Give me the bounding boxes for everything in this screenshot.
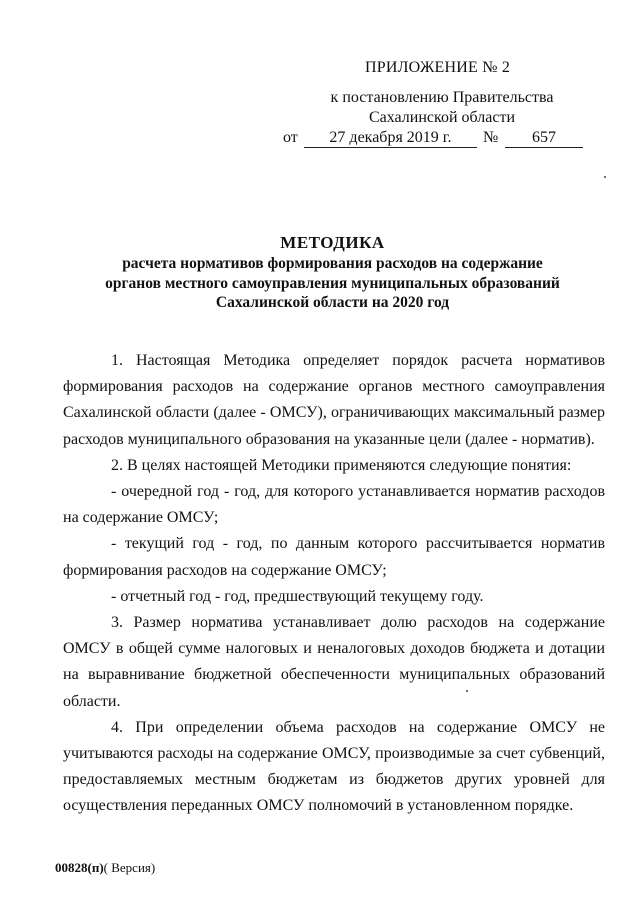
paragraph: - отчетный год - год, предшествующий текущему году. <box>111 587 484 605</box>
paragraph: 2. В целях настоящей Методики применяются следующие понятия: <box>111 456 572 474</box>
from-label: от <box>283 129 298 146</box>
heading-subtitle-line: Сахалинской области на 2020 год <box>215 294 450 311</box>
document-code: 00828(п) <box>55 860 104 875</box>
appendix-line-2: Сахалинской области <box>368 109 516 126</box>
resolution-date: 27 декабря 2019 г. <box>304 128 477 148</box>
appendix-reference-row <box>283 128 600 150</box>
number-label: № <box>483 129 499 146</box>
paragraph: - текущий год - год, по данным которого рассчитывается норматив формирования расходов на содержание ОМСУ; <box>63 535 605 579</box>
appendix-block <box>283 58 600 150</box>
scan-speck <box>604 176 606 178</box>
paragraph: 1. Настоящая Методика определяет порядок расчета нормативов формирования расходов на содержание органов местного самоуправления Сахалинской области (далее - ОМСУ), ограничивающих максимальный размер расходов муниципального образования на указанные цели (далее - норматив). <box>63 352 605 448</box>
document-body <box>63 348 605 820</box>
document-heading <box>60 232 605 313</box>
paragraph: 4. При определении объема расходов на содержание ОМСУ не учитываются расходы на содержание ОМСУ, производимые за счет субвенций, предоставляемых местным бюджетам из бюджетов других уровней для осуществления переданных ОМСУ полномочий в установленном порядке. <box>63 718 605 815</box>
heading-subtitle-line: расчета нормативов формирования расходов на содержание <box>122 255 543 272</box>
heading-title: МЕТОДИКА <box>280 233 385 252</box>
heading-subtitle-line: органов местного самоуправления муниципальных образований <box>105 274 560 292</box>
page-footer <box>55 860 155 876</box>
scan-speck <box>466 690 468 692</box>
appendix-title: ПРИЛОЖЕНИЕ № 2 <box>365 59 511 76</box>
appendix-line-1: к постановлению Правительства <box>330 89 554 106</box>
version-label: ( Версия) <box>103 860 156 875</box>
paragraph: - очередной год - год, для которого устанавливается норматив расходов на содержание ОМСУ; <box>63 483 605 527</box>
paragraph: 3. Размер норматива устанавливает долю расходов на содержание ОМСУ в общей сумме налоговых и неналоговых доходов бюджета и дотации на выравнивание бюджетной обеспеченности муниципальных образований области. <box>63 614 605 710</box>
resolution-number: 657 <box>505 128 583 148</box>
